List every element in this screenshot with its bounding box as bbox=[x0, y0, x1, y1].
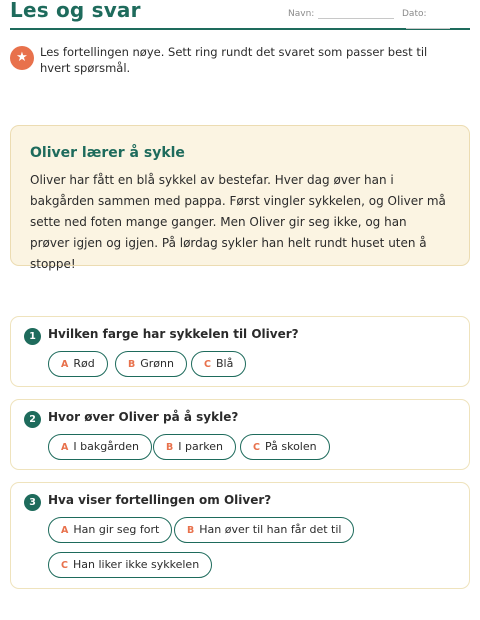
page-title: Les og svar bbox=[10, 0, 141, 22]
option-text: Blå bbox=[215, 357, 234, 370]
option-text: Han øver til han får det til bbox=[199, 523, 342, 536]
answer-option-a[interactable] bbox=[48, 434, 152, 460]
option-letter: A bbox=[61, 442, 69, 453]
option-letter: A bbox=[61, 359, 69, 370]
date-line[interactable] bbox=[406, 21, 450, 29]
story-box bbox=[10, 125, 470, 271]
answer-option-c[interactable] bbox=[240, 434, 330, 460]
answer-option-b[interactable] bbox=[174, 517, 354, 543]
option-text: I bakgården bbox=[73, 440, 139, 453]
question-number-badge: 1 bbox=[24, 328, 41, 345]
answer-option-a[interactable] bbox=[48, 517, 172, 543]
date-field bbox=[402, 9, 470, 29]
option-letter: C bbox=[253, 442, 260, 453]
question-text: Hvor øver Oliver på å sykle? bbox=[48, 410, 239, 424]
name-line[interactable] bbox=[318, 11, 394, 19]
option-text: Han liker ikke sykkelen bbox=[72, 558, 200, 571]
question-text: Hvilken farge har sykkelen til Oliver? bbox=[48, 327, 299, 341]
instructions-text: Les fortellingen nøye. Sett ring rundt det svaret som passer best til hvert spørsmål. bbox=[40, 45, 428, 75]
option-text: Han gir seg fort bbox=[73, 523, 160, 536]
story-title: Oliver lærer å sykle bbox=[30, 145, 185, 161]
option-letter: C bbox=[61, 560, 68, 571]
question-number-badge: 3 bbox=[24, 494, 41, 511]
name-field bbox=[288, 9, 394, 19]
answer-option-a[interactable] bbox=[48, 351, 108, 377]
worksheet-header bbox=[10, 0, 470, 30]
answer-option-c[interactable] bbox=[48, 552, 212, 578]
option-letter: A bbox=[61, 525, 69, 536]
story-text: Oliver har fått en blå sykkel av bestefar. Hver dag øver han i bakgården sammen med pappa. Først vingler sykkelen, og Oliver må sette ned foten mange ganger. Men Oliver gir seg ikke, og han prøver igjen og igjen. På lørdag sykler han helt rundt huset uten å stoppe! bbox=[30, 173, 446, 271]
option-text: Rød bbox=[73, 357, 95, 370]
question-card-2 bbox=[10, 399, 470, 470]
option-text: I parken bbox=[178, 440, 223, 453]
option-letter: B bbox=[166, 442, 174, 453]
question-card-1 bbox=[10, 316, 470, 387]
option-text: På skolen bbox=[264, 440, 317, 453]
option-letter: C bbox=[204, 359, 211, 370]
question-text: Hva viser fortellingen om Oliver? bbox=[48, 493, 272, 507]
answer-option-c[interactable] bbox=[191, 351, 246, 377]
option-letter: B bbox=[187, 525, 195, 536]
star-icon: ★ bbox=[10, 46, 34, 70]
answer-option-b[interactable] bbox=[115, 351, 187, 377]
option-text: Grønn bbox=[140, 357, 174, 370]
question-card-3 bbox=[10, 482, 470, 589]
name-label: Navn: bbox=[288, 9, 315, 19]
question-number-badge: 2 bbox=[24, 411, 41, 428]
answer-option-b[interactable] bbox=[153, 434, 236, 460]
date-label: Dato: bbox=[402, 9, 427, 19]
option-letter: B bbox=[128, 359, 136, 370]
